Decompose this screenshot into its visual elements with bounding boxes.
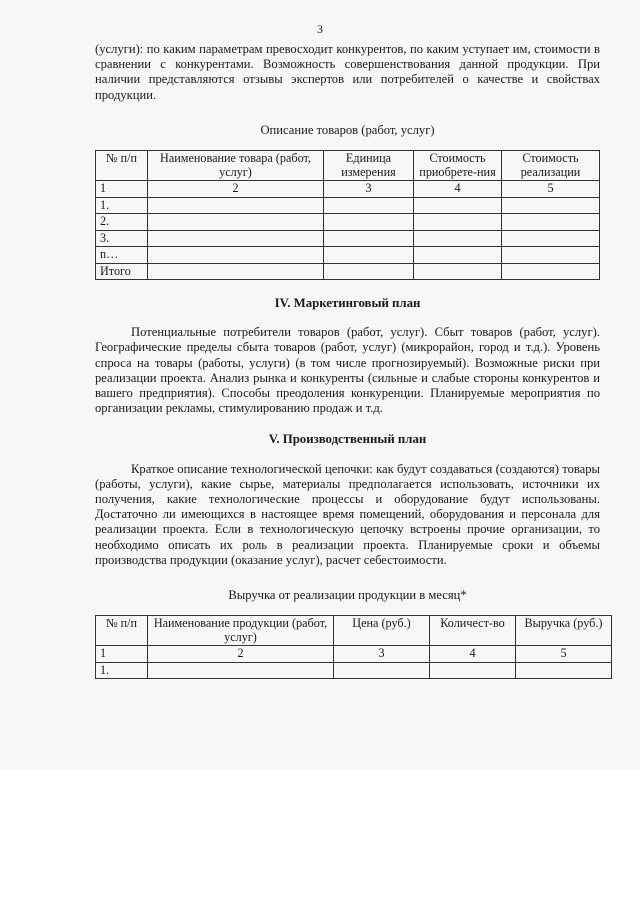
page-number: 3 — [317, 22, 323, 36]
goods-description-table — [95, 150, 600, 280]
table-row — [96, 662, 612, 679]
numbering-cell: 5 — [516, 646, 612, 663]
table-row — [96, 214, 600, 231]
row-number: 2. — [96, 214, 148, 231]
table-header-row — [96, 151, 600, 181]
header-cell: Стоимость реализации — [502, 151, 600, 181]
header-cell: Количест-во — [430, 616, 516, 646]
table-row — [96, 247, 600, 264]
row-number: 3. — [96, 230, 148, 247]
header-cell: № п/п — [96, 616, 148, 646]
numbering-cell: 5 — [502, 181, 600, 198]
section4-paragraph: Потенциальные потребители товаров (работ, услуг). Сбыт товаров (работ, услуг). Географические пределы сбыта товаров (работ, услуг) (микрорайон, город и т.д.). Уровень спроса на товары (работы, услуги) (в том числе прогнозируемый). Возможные риски при реализации проекта. Анализ рынка и конкуренты (сильные и слабые стороны конкурентов и вашего предприятия). Способы преодоления конкуренции. Планируемые мероприятия по организации рекламы, стимулированию продаж и т.д. — [95, 325, 600, 416]
revenue-table — [95, 615, 612, 679]
numbering-cell: 4 — [414, 181, 502, 198]
row-number: 1. — [96, 662, 148, 679]
total-row — [96, 263, 600, 280]
table2-caption: Выручка от реализации продукции в месяц* — [228, 588, 467, 603]
header-cell: Выручка (руб.) — [516, 616, 612, 646]
numbering-row — [96, 181, 600, 198]
row-number: n… — [96, 247, 148, 264]
header-cell: Стоимость приобрете-ния — [414, 151, 502, 181]
numbering-row — [96, 646, 612, 663]
table-row — [96, 230, 600, 247]
intro-paragraph: (услуги): по каким параметрам превосходит конкурентов, по каким уступает им, стоимости в сравнении с конкурентами. Возможность совершенствования данной продукции. При наличии представляются отзывы экспертов или потребителей о качестве и свойствах продукции. — [95, 42, 600, 102]
section4-heading: IV. Маркетинговый план — [274, 296, 421, 311]
numbering-cell: 2 — [148, 181, 324, 198]
numbering-cell: 1 — [96, 646, 148, 663]
header-cell: Единица измерения — [324, 151, 414, 181]
numbering-cell: 4 — [430, 646, 516, 663]
row-number: 1. — [96, 197, 148, 214]
numbering-cell: 2 — [148, 646, 334, 663]
numbering-cell: 1 — [96, 181, 148, 198]
header-cell: Цена (руб.) — [334, 616, 430, 646]
numbering-cell: 3 — [334, 646, 430, 663]
header-cell: Наименование товара (работ, услуг) — [148, 151, 324, 181]
table1-caption: Описание товаров (работ, услуг) — [260, 122, 435, 137]
section5-heading: V. Производственный план — [268, 432, 427, 447]
header-cell: № п/п — [96, 151, 148, 181]
total-label: Итого — [96, 263, 148, 280]
header-cell: Наименование продукции (работ, услуг) — [148, 616, 334, 646]
table-row — [96, 197, 600, 214]
numbering-cell: 3 — [324, 181, 414, 198]
section5-paragraph: Краткое описание технологической цепочки: как будут создаваться (создаются) товары (работы, услуги), какие сырье, материалы предполагается использовать, источники их получения, какие технологические процессы и оборудование будут использованы. Достаточно ли имеющихся в настоящее время помещений, оборудования и персонала для реализации проекта. Если в технологическую цепочку встроены прочие организации, то необходимо описать их роль в реализации проекта. Планируемые сроки и объемы производства продукции (оказание услуг), расчет себестоимости. — [95, 461, 600, 567]
table-header-row — [96, 616, 612, 646]
document-body — [95, 42, 603, 679]
